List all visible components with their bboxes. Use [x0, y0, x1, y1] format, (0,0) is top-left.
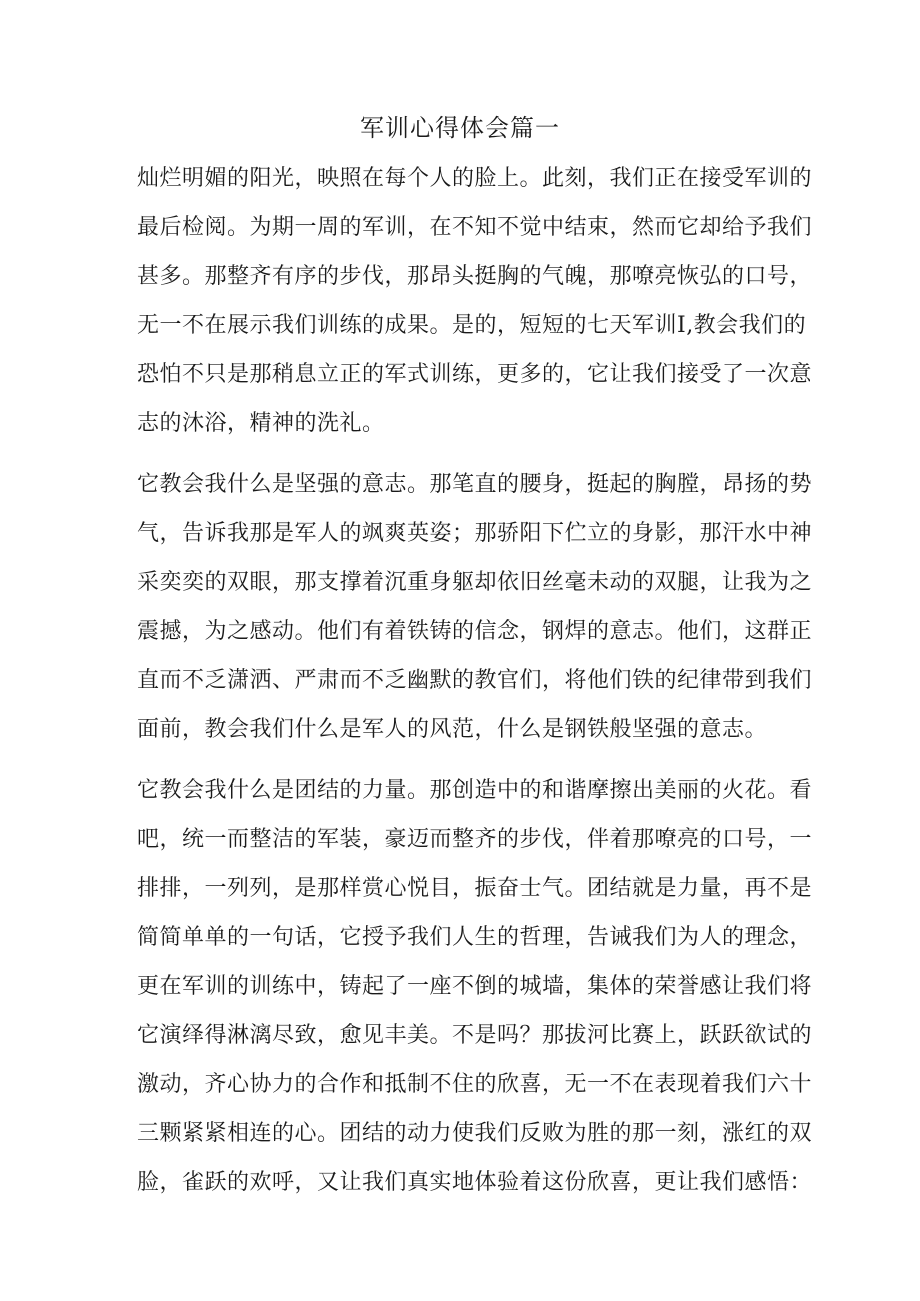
paragraph-2	[137, 460, 813, 754]
paragraph-line: 更在军训的训练中，铸起了一座不倒的城墙，集体的荣誉感让我们将	[137, 974, 813, 999]
paragraph-line: 排排，一列列，是那样赏心悦目，振奋士气。团结就是力量，再不是	[137, 876, 813, 901]
paragraph-line: 采奕奕的双眼，那支撑着沉重身躯却依旧丝毫未动的双腿，让我为之	[137, 570, 813, 595]
paragraph-line: 甚多。那整齐有序的步伐，那昂头挺胸的气魄，那嘹亮恢弘的口号，	[137, 264, 813, 289]
document-body	[137, 154, 813, 1219]
paragraph-line: 脸，雀跃的欢呼，又让我们真实地体验着这份欣喜，更让我们感悟：	[137, 1170, 813, 1195]
document-title: 军训心得体会篇一	[360, 114, 560, 142]
paragraph-line: 气，告诉我那是军人的飒爽英姿；那骄阳下伫立的身影，那汗水中神	[137, 521, 813, 546]
paragraph-line: 三颗紧紧相连的心。团结的动力使我们反败为胜的那一刻，涨红的双	[137, 1121, 813, 1146]
paragraph-line: 恐怕不只是那稍息立正的军式训练，更多的，它让我们接受了一次意	[137, 362, 813, 387]
paragraph-1	[137, 154, 813, 448]
paragraph-3	[137, 766, 813, 1207]
paragraph-line: 直而不乏潇洒、严肃而不乏幽默的教官们，将他们铁的纪律带到我们	[137, 668, 813, 693]
paragraph-line: 它教会我什么是坚强的意志。那笔直的腰身，挺起的胸膛，昂扬的势	[137, 472, 813, 497]
paragraph-line: 它教会我什么是团结的力量。那创造中的和谐摩擦出美丽的火花。看	[137, 778, 813, 803]
paragraph-line: 无一不在展示我们训练的成果。是的，短短的七天军训Ⅰ,教会我们的	[137, 313, 807, 338]
paragraph-line: 面前，教会我们什么是军人的风范，什么是钢铁般坚强的意志。	[137, 717, 768, 742]
paragraph-line: 吧，统一而整洁的军装，豪迈而整齐的步伐，伴着那嘹亮的口号，一	[137, 827, 813, 852]
paragraph-line: 它演绎得淋漓尽致，愈见丰美。不是吗？那拔河比赛上，跃跃欲试的	[137, 1023, 813, 1048]
paragraph-line: 最后检阅。为期一周的军训，在不知不觉中结束，然而它却给予我们	[137, 215, 813, 240]
paragraph-line: 激动，齐心协力的合作和抵制不住的欣喜，无一不在表现着我们六十	[137, 1072, 813, 1097]
paragraph-line: 灿烂明媚的阳光，映照在每个人的脸上。此刻，我们正在接受军训的	[137, 166, 813, 191]
paragraph-line: 简简单单的一句话，它授予我们人生的哲理，告诫我们为人的理念，	[137, 925, 813, 950]
paragraph-line: 震撼，为之感动。他们有着铁铸的信念，钢焊的意志。他们，这群正	[137, 619, 813, 644]
paragraph-line: 志的沐浴，精神的洗礼。	[137, 411, 385, 436]
